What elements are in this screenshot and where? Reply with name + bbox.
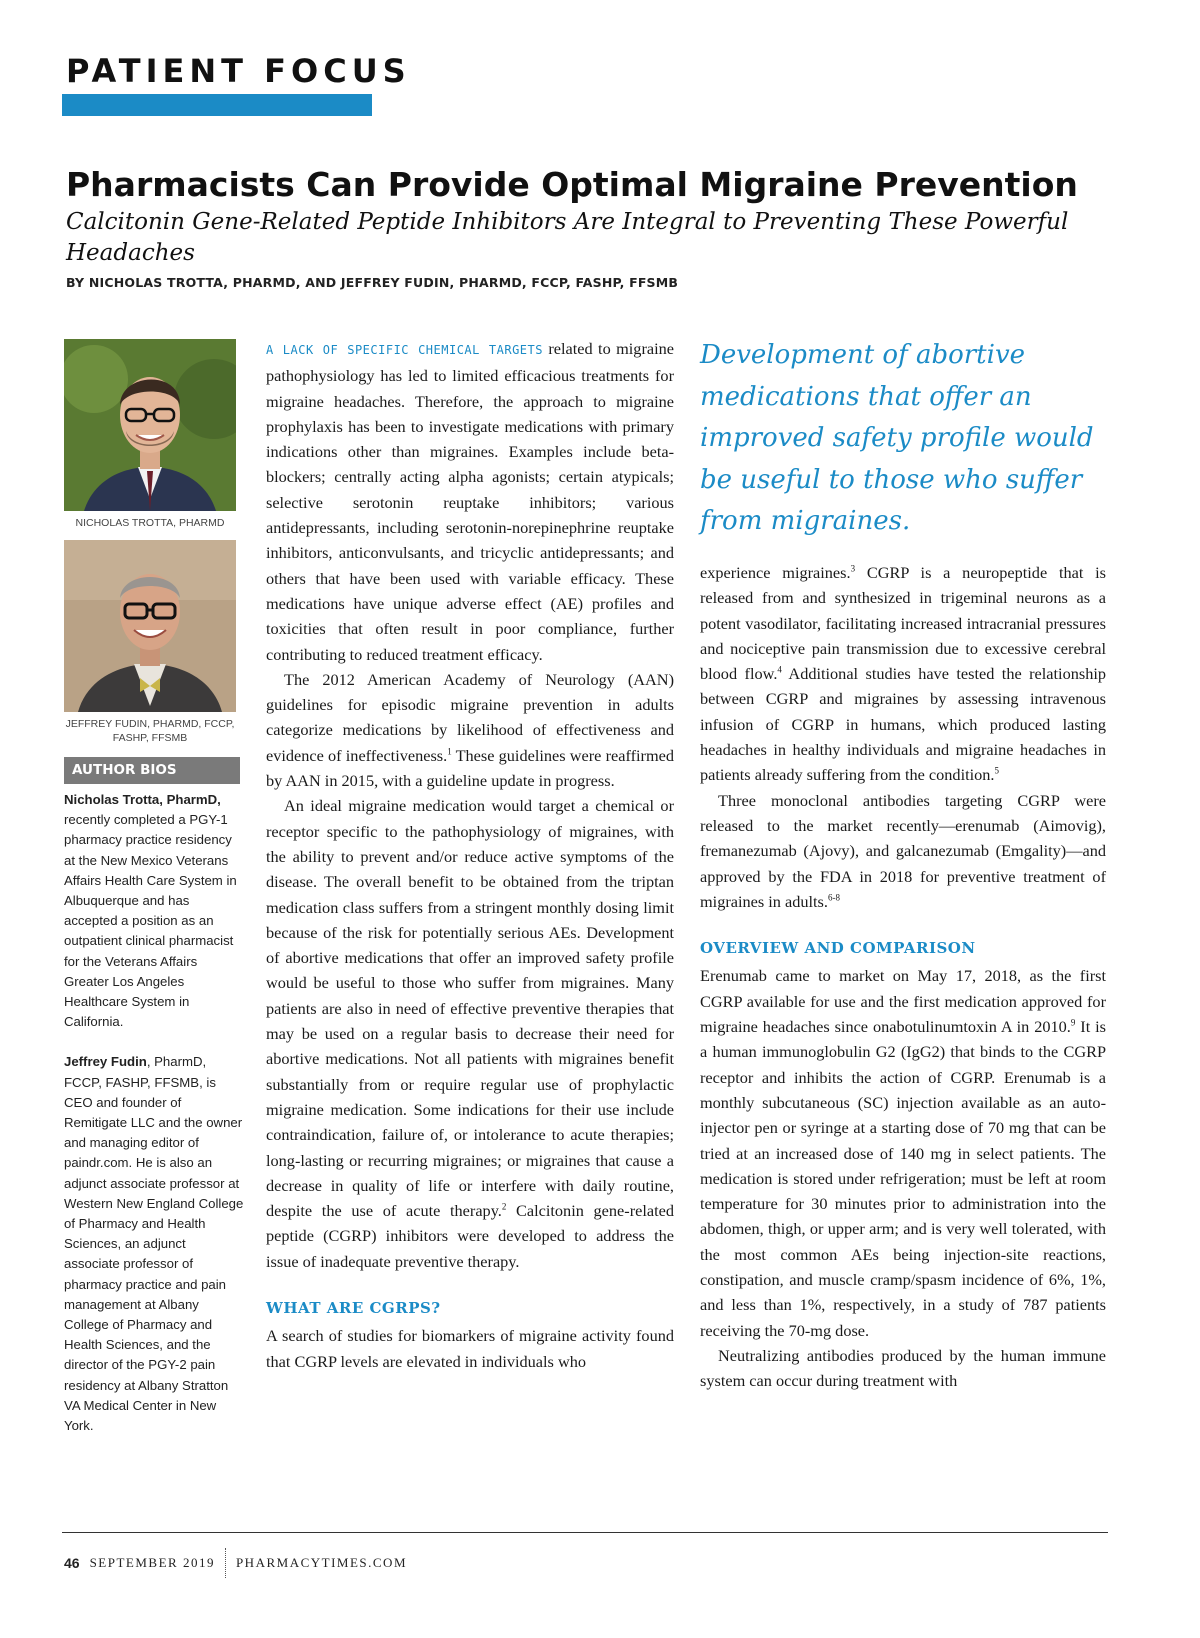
paragraph-text: related to migraine pathophysiology has led to limited efficacious treatments for migraine headaches. Therefore, the approach to migraine prophylaxis has been to investigate medications with primary indications other than migraines. Examples include beta-blockers; centrally acting alpha agonists; certain atypicals; selective serotonin reuptake inhibitors; various antidepressants, including serotonin-norepinephrine reuptake inhibitors, anticonvulsants, and tricyclic antidepressants; and others that have been used with variable efficacy. These medications have unique adverse effect (AE) profiles and toxicities that often result in poor compliance, further contributing to reduced treatment efficacy.: [266, 339, 674, 664]
paragraph-text: experience migraines.: [700, 563, 851, 582]
page-number: 46: [64, 1555, 80, 1571]
author-photo-trotta: [64, 339, 236, 511]
author-bios: [64, 790, 244, 1456]
paragraph-text: Additional studies have tested the relationship between CGRP and migraines by assessing intravenous infusion of CGRP in humans, which produced lasting headaches in healthy individuals and migraine headaches in patients already suffering from the condition.: [700, 664, 1106, 785]
headline: Pharmacists Can Provide Optimal Migraine Prevention: [66, 165, 1078, 204]
footnote-ref: 2: [501, 1201, 507, 1212]
paragraph-text: It is a human immunoglobulin G2 (IgG2) that binds to the CGRP receptor and inhibits the action of CGRP. Erenumab is a monthly subcutaneous (SC) injection available as an auto-injector pen or syringe at a starting dose of 70 mg that can be tried at an increased dose of 140 mg in select patients. The medication is stored under refrigeration; must be left at room temperature for 30 minutes prior to administration into the abdomen, thigh, or upper arm; and is very well tolerated, with the most common AEs being injection-site reactions, constipation, and muscle cramp/spasm incidence of 6%, 1%, and less than 1%, respectively, in a study of 787 patients receiving the 70-mg dose.: [700, 1017, 1106, 1340]
paragraph-text: Three monoclonal antibodies targeting CGRP were released to the market recently—erenumab (Aimovig), fremanezumab (Ajovy), and galcanezumab (Emgality)—and approved by the FDA in 2018 for preventive treatment of migraines in adults.: [700, 790, 1106, 911]
paragraph-text: An ideal migraine medication would target a chemical or receptor specific to the pathophysiology of migraines, with the ability to prevent and/or reduce active symptoms of the disease. The overall benefit to be obtained from the triptan medication class suffers from a stringent monthly dosing limit because of the risk for potentially serious AEs. Development of abortive medications that offer an improved safety profile would be useful to those who suffer from migraines. Many patients are also in need of effective preventive therapies that may be used on a regular basis to decrease their need for abortive medications. Not all patients with migraines benefit substantially from or require regular use of prophylactic migraine medication. Some indications for their use include contraindication, failure of, or intolerance to acute therapies; long-lasting or recurring migraines; or migraines that cause a decrease in quality of life or interfere with daily routine, despite the use of acute therapy.: [266, 796, 674, 1221]
footer: [64, 1548, 407, 1578]
photo-caption-fudin: JEFFREY FUDIN, PHARMD, FCCP, FASHP, FFSMB: [65, 718, 235, 744]
paragraph-text: Calcitonin gene-related peptide (CGRP) inhibitors were developed to address the issue of inadequate preventive therapy.: [266, 1201, 674, 1271]
paragraph-text: CGRP is a neuropeptide that is released from and synthesized in trigeminal neurons as a potent vasodilator, facilitating increased intracranial pressures and nociceptive pain transmission due to excessive cerebral blood flow.: [700, 563, 1107, 684]
footnote-ref: 4: [777, 664, 782, 675]
paragraph-text: The 2012 American Academy of Neurology (AAN) guidelines for episodic migraine prevention in adults categorize medications by likelihood of effectiveness and evidence of ineffectiveness.: [266, 669, 674, 765]
paragraph: [700, 788, 1106, 914]
section-bar: [62, 94, 372, 116]
byline: BY NICHOLAS TROTTA, PHARMD, AND JEFFREY FUDIN, PHARMD, FCCP, FASHP, FFSMB: [66, 275, 679, 290]
footnote-ref: 6-8: [827, 892, 840, 903]
issue-date: SEPTEMBER 2019: [89, 1555, 215, 1570]
paragraph: [700, 1343, 1106, 1394]
author-bios-header: AUTHOR BIOS: [64, 757, 240, 784]
author-photo-fudin: [64, 540, 236, 712]
footnote-ref: 9: [1070, 1017, 1076, 1028]
paragraph-text: Erenumab came to market on May 17, 2018, as the first CGRP available for use and the first medication approved for migraine headaches since onabotulinumtoxin A in 2010.: [700, 966, 1106, 1037]
paragraph: [700, 560, 1106, 788]
bio-trotta-name: Nicholas Trotta, PharmD,: [64, 792, 221, 807]
lead-in: A LACK OF SPECIFIC CHEMICAL TARGETS: [266, 343, 543, 357]
deck: Calcitonin Gene-Related Peptide Inhibitors Are Integral to Preventing These Powerful Headaches: [66, 209, 1069, 266]
footer-divider: [225, 1548, 226, 1578]
paragraph: [266, 336, 674, 667]
footnote-ref: 3: [850, 563, 856, 574]
bio-fudin-text: , PharmD, FCCP, FASHP, FFSMB, is CEO and founder of Remitigate LLC and the owner and managing editor of paindr.com. He is also an adjunct associate professor at Western New England College of Pharmacy and Health Sciences, an adjunct associate professor of pharmacy practice and pain management at Albany College of Pharmacy and Health Sciences, and the director of the PGY-2 pain residency at Albany Stratton VA Medical Center in New York.: [64, 1054, 244, 1434]
photo-caption-trotta: NICHOLAS TROTTA, PHARMD: [75, 517, 225, 529]
footer-rule: [62, 1532, 1108, 1533]
footnote-ref: 5: [994, 765, 999, 776]
pull-quote: Development of abortive medications that offer an improved safety profile would be useful to those who suffer from migraines.: [700, 340, 1094, 536]
bio-trotta-text: recently completed a PGY-1 pharmacy practice residency at the New Mexico Veterans Affairs Health Care System in Albuquerque and has accepted a position as an outpatient clinical pharmacist for the Veterans Affairs Greater Los Angeles Healthcare System in California.: [64, 812, 237, 1030]
subhead-overview: OVERVIEW AND COMPARISON: [700, 939, 976, 958]
paragraph: [266, 793, 674, 1274]
bio-trotta: [64, 790, 244, 1032]
paragraph-text: These guidelines were reaffirmed by AAN in 2015, with a guideline update in progress.: [266, 745, 674, 791]
bio-fudin-name: Jeffrey Fudin: [64, 1054, 147, 1070]
bio-fudin: [64, 1052, 244, 1436]
footnote-ref: 1: [447, 746, 452, 757]
paragraph-text: Neutralizing antibodies produced by the human immune system can occur during treatment with: [700, 1345, 1106, 1391]
paragraph-text: A search of studies for biomarkers of migraine activity found that CGRP levels are elevated in individuals who: [266, 1326, 674, 1371]
article-column-2: [700, 560, 1106, 1394]
subhead-what-are-cgrps: WHAT ARE CGRPS?: [266, 1298, 441, 1317]
article-column-1: [266, 336, 674, 1374]
section-label: PATIENT FOCUS: [66, 52, 411, 90]
paragraph: [266, 667, 674, 793]
paragraph: [266, 1323, 674, 1374]
site-name: PHARMACYTIMES.COM: [235, 1555, 408, 1570]
paragraph: [700, 963, 1106, 1342]
